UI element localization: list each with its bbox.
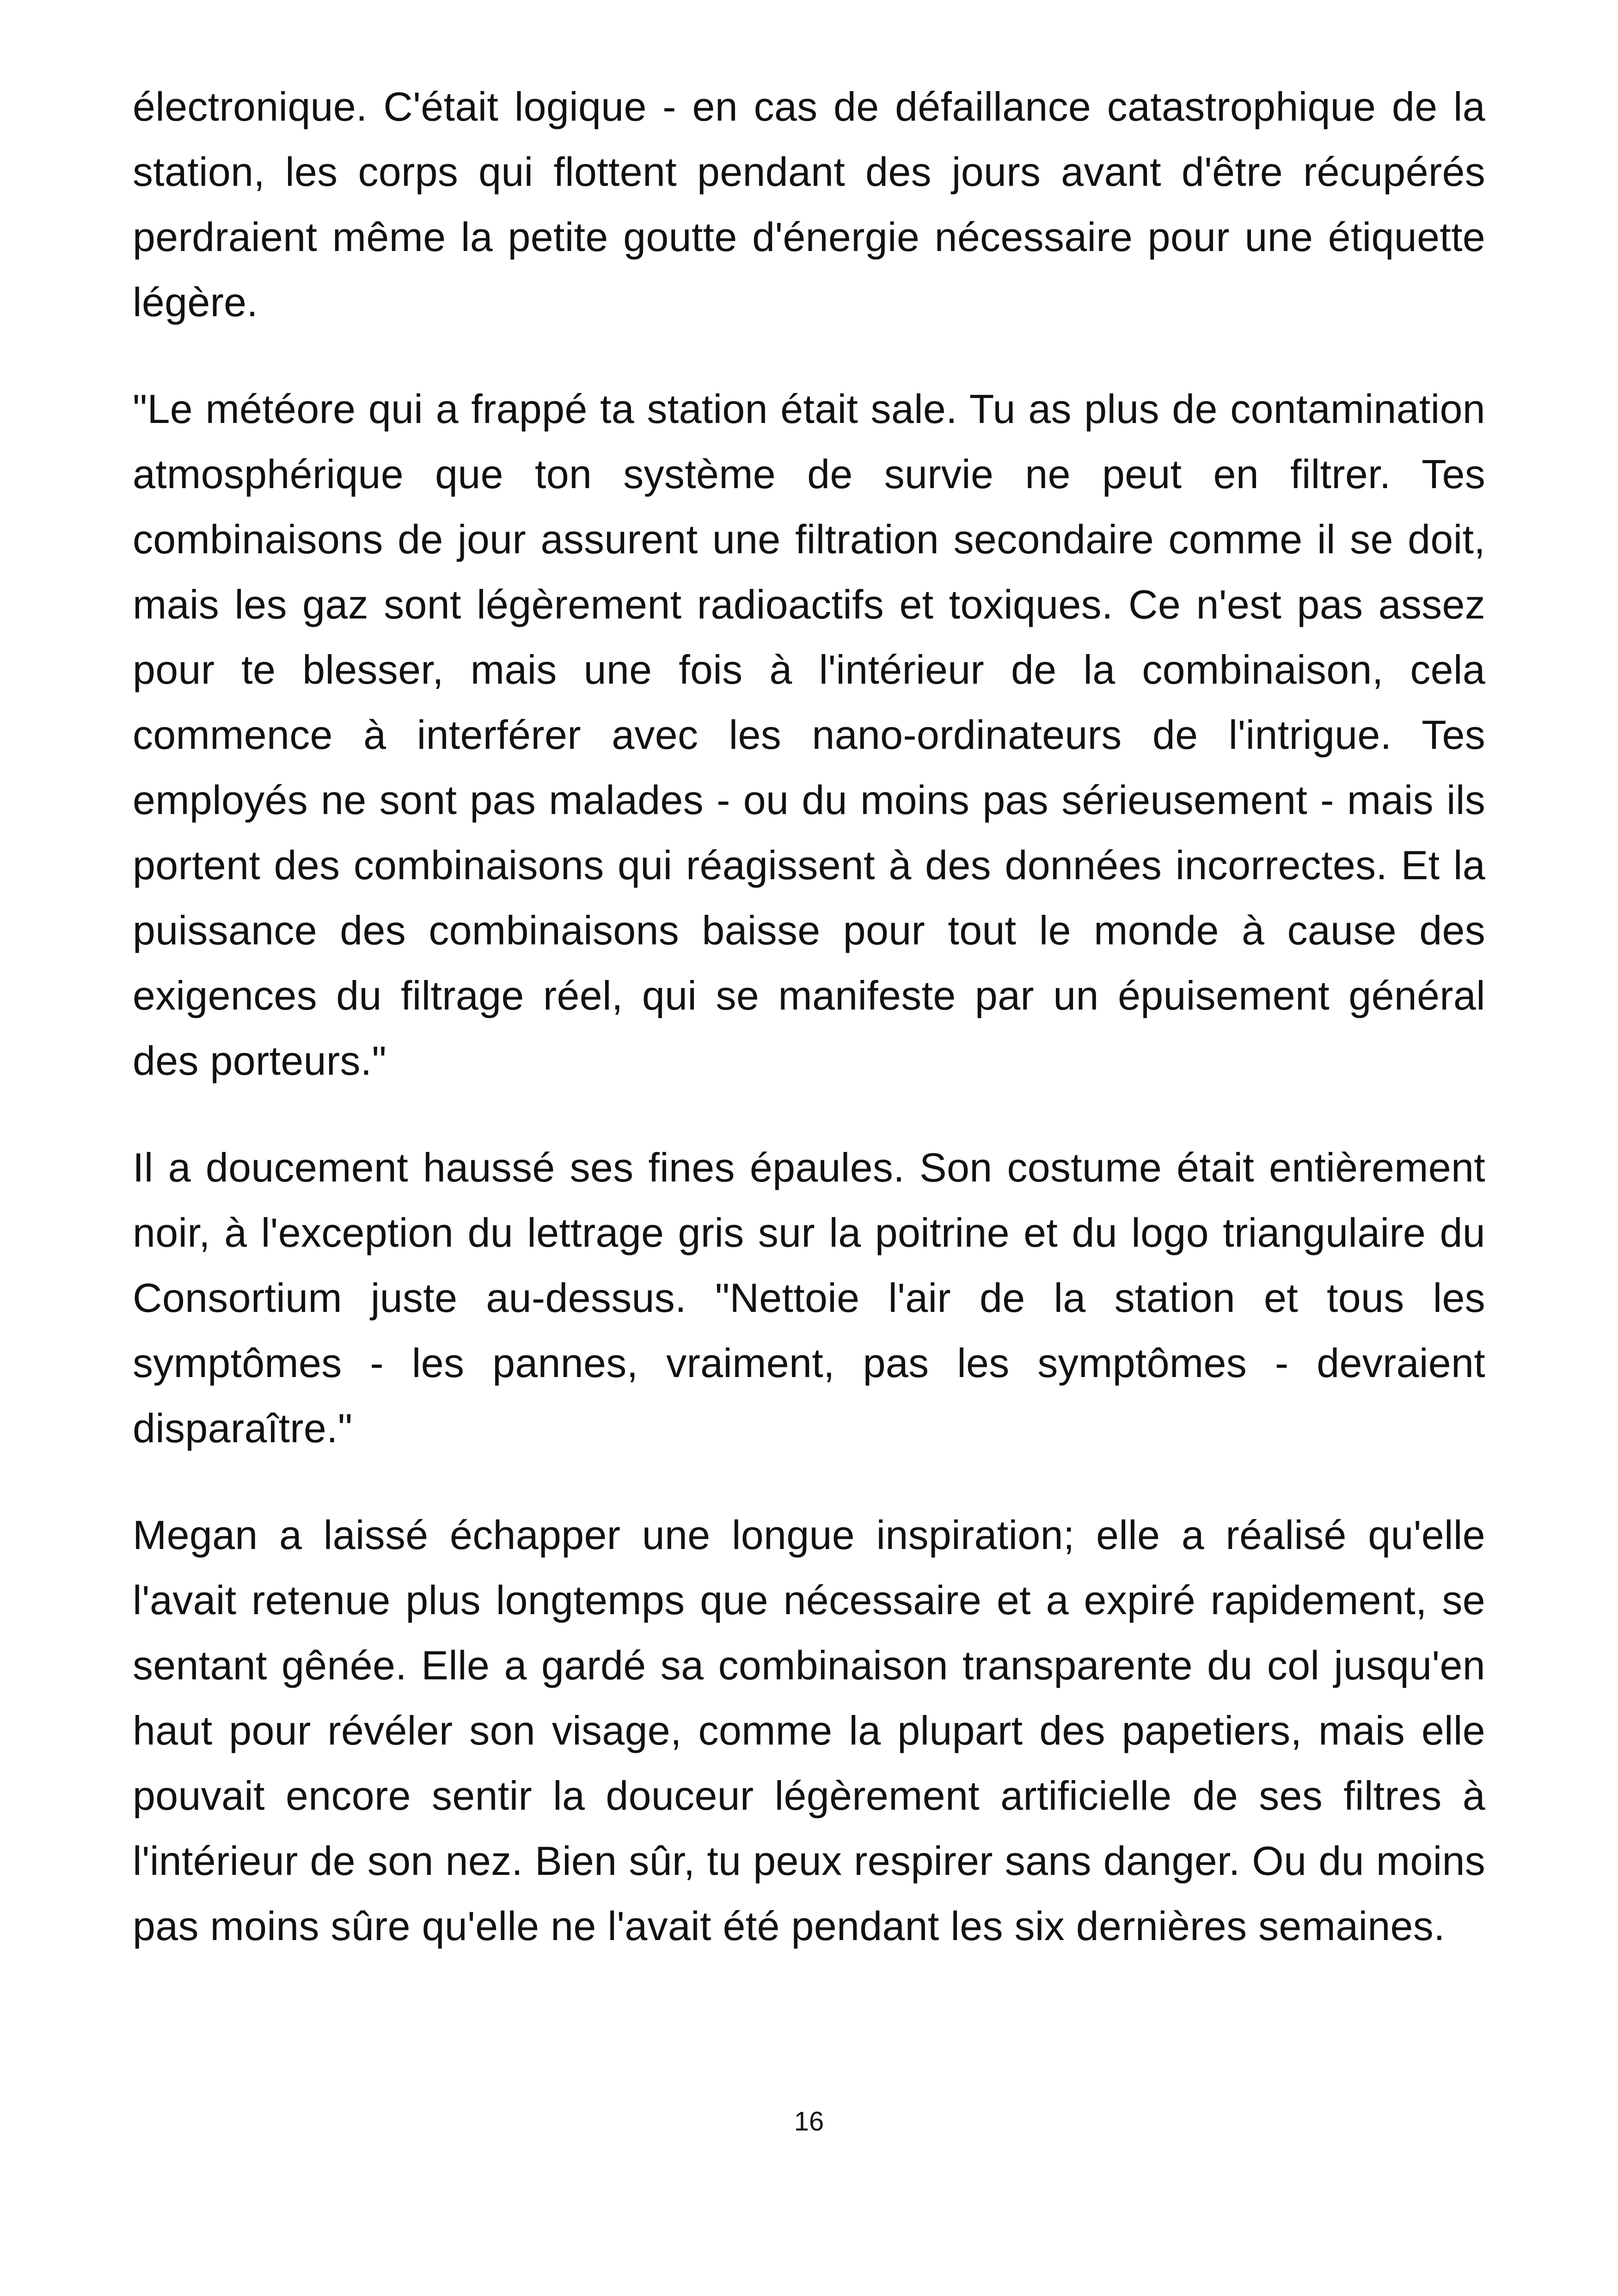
paragraph-1: électronique. C'était logique - en cas de défaillance catastrophique de la station, les corps qui flottent pendant des jours avant d'être récupérés perdraient même la petite goutte d'énergie nécessaire pour une étiquette légère. (133, 84, 1485, 325)
body-text (133, 74, 1485, 2000)
paragraph-4: Megan a laissé échapper une longue inspiration; elle a réalisé qu'elle l'avait retenue plus longtemps que nécessaire et a expiré rapidement, se sentant gênée. Elle a gardé sa combinaison transparente du col jusqu'en haut pour révéler son visage, comme la plupart des papetiers, mais elle pouvait encore sentir la douceur légèrement artificielle de ses filtres à l'intérieur de son nez. Bien sûr, tu peux respirer sans danger. Ou du moins pas moins sûre qu'elle ne l'avait été pendant les six dernières semaines. (133, 1512, 1485, 1949)
paragraph-3: Il a doucement haussé ses fines épaules. Son costume était entièrement noir, à l'exception du lettrage gris sur la poitrine et du logo triangulaire du Consortium juste au-dessus. "Nettoie l'air de la station et tous les symptômes - les pannes, vraiment, pas les symptômes - devraient disparaître." (133, 1145, 1485, 1451)
page-number: 16 (794, 2106, 824, 2137)
paragraph-2: "Le météore qui a frappé ta station était sale. Tu as plus de contamination atmosphérique que ton système de survie ne peut en filtrer. Tes combinaisons de jour assurent une filtration secondaire comme il se doit, mais les gaz sont légèrement radioactifs et toxiques. Ce n'est pas assez pour te blesser, mais une fois à l'intérieur de la combinaison, cela commence à interférer avec les nano-ordinateurs de l'intrigue. Tes employés ne sont pas malades - ou du moins pas sérieusement - mais ils portent des combinaisons qui réagissent à des données incorrectes. Et la puissance des combinaisons baisse pour tout le monde à cause des exigences du filtrage réel, qui se manifeste par un épuisement général des porteurs." (133, 386, 1485, 1084)
